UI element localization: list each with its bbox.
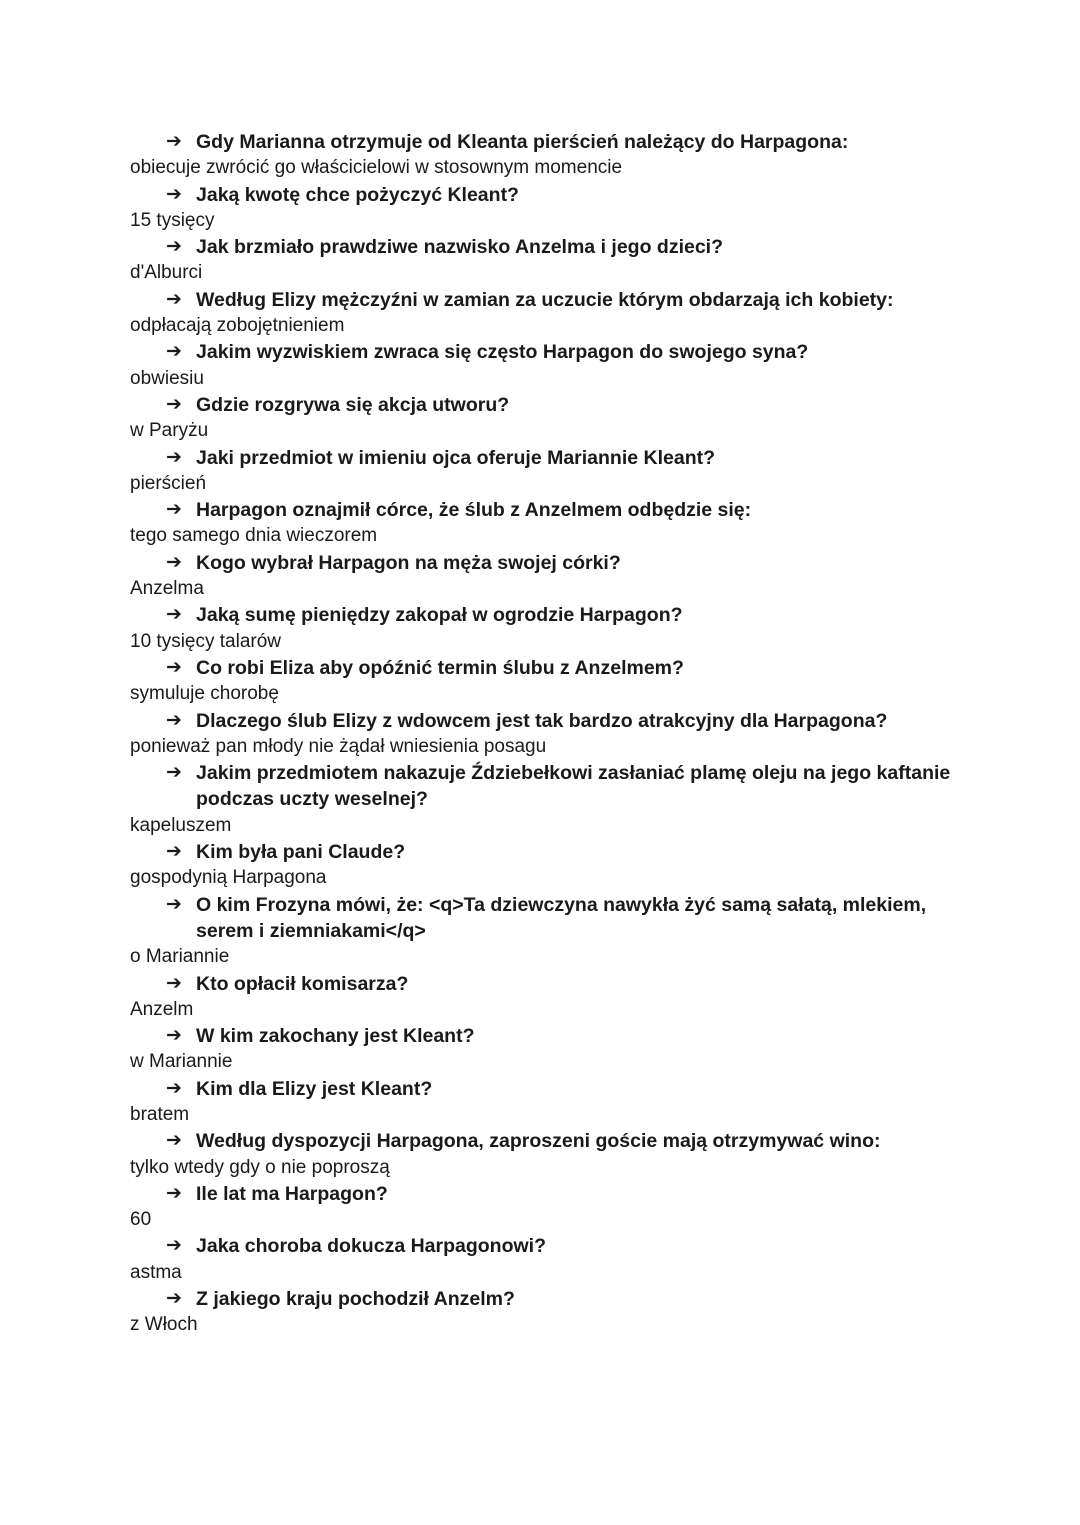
answer-text: d'Alburci xyxy=(130,262,203,284)
answer-text: obwiesiu xyxy=(130,367,204,389)
answer-text: o Mariannie xyxy=(130,946,230,968)
qa-item xyxy=(130,708,960,761)
question-label: Co robi Eliza aby opóźnić termin ślubu z Anzelmem? xyxy=(196,656,684,679)
question-text xyxy=(130,892,960,945)
arrow-bullet-icon: ➔ xyxy=(166,1182,182,1204)
question-text xyxy=(130,497,960,523)
question-text xyxy=(130,392,960,418)
question-text xyxy=(130,1023,960,1049)
answer-text: symuluje chorobę xyxy=(130,683,279,705)
qa-item xyxy=(130,129,960,182)
question-text xyxy=(130,971,960,997)
question-label: W kim zakochany jest Kleant? xyxy=(196,1025,475,1048)
question-text xyxy=(130,550,960,576)
qa-item xyxy=(130,1286,960,1339)
arrow-bullet-icon: ➔ xyxy=(166,762,182,784)
arrow-bullet-icon: ➔ xyxy=(166,131,182,152)
qa-item xyxy=(130,550,960,603)
question-label: Gdzie rozgrywa się akcja utworu? xyxy=(196,393,510,416)
answer-text: Anzelma xyxy=(130,578,204,600)
qa-item xyxy=(130,839,960,892)
qa-item xyxy=(130,339,960,392)
arrow-bullet-icon: ➔ xyxy=(166,393,182,415)
qa-item xyxy=(130,287,960,340)
answer-text: gospodynią Harpagona xyxy=(130,867,327,889)
question-label: Jakim przedmiotem nakazuje Ździebełkowi zasłaniać plamę oleju na jego kaftanie podczas uczty weselnej? xyxy=(196,762,951,811)
question-label: Kim dla Elizy jest Kleant? xyxy=(196,1077,433,1100)
question-label: Ile lat ma Harpagon? xyxy=(196,1182,388,1205)
answer-text: Anzelm xyxy=(130,998,194,1020)
answer-text: kapeluszem xyxy=(130,814,232,836)
answer-text: ponieważ pan młody nie żądał wniesienia posagu xyxy=(130,735,547,757)
arrow-bullet-icon: ➔ xyxy=(166,972,182,994)
question-label: Z jakiego kraju pochodził Anzelm? xyxy=(196,1288,515,1311)
arrow-bullet-icon: ➔ xyxy=(166,1130,182,1152)
question-text xyxy=(130,339,960,365)
question-label: Jaką kwotę chce pożyczyć Kleant? xyxy=(196,183,519,206)
answer-text: astma xyxy=(130,1261,182,1283)
question-label: Kto opłacił komisarza? xyxy=(196,972,409,995)
question-label: Kim była pani Claude? xyxy=(196,841,406,864)
qa-item xyxy=(130,445,960,498)
qa-item xyxy=(130,1023,960,1076)
arrow-bullet-icon: ➔ xyxy=(166,551,182,573)
arrow-bullet-icon: ➔ xyxy=(166,1077,182,1099)
question-text xyxy=(130,1181,960,1207)
answer-text: 60 xyxy=(130,1209,152,1231)
qa-item xyxy=(130,497,960,550)
question-text xyxy=(130,655,960,681)
question-label: Według Elizy mężczyźni w zamian za uczucie którym obdarzają ich kobiety: xyxy=(196,288,894,311)
arrow-bullet-icon: ➔ xyxy=(166,183,182,205)
question-text xyxy=(130,287,960,313)
question-label: Według dyspozycji Harpagona, zaproszeni goście mają otrzymywać wino: xyxy=(196,1130,881,1153)
arrow-bullet-icon: ➔ xyxy=(166,656,182,678)
question-text xyxy=(130,1076,960,1102)
arrow-bullet-icon: ➔ xyxy=(166,893,182,915)
qa-item xyxy=(130,1181,960,1234)
answer-text: bratem xyxy=(130,1103,190,1125)
answer-text: odpłacają zobojętnieniem xyxy=(130,315,345,337)
answer-text: pierścień xyxy=(130,472,207,494)
question-text xyxy=(130,182,960,208)
question-text xyxy=(130,445,960,471)
answer-text: 10 tysięcy talarów xyxy=(130,630,282,652)
arrow-bullet-icon: ➔ xyxy=(166,341,182,363)
answer-text: tego samego dnia wieczorem xyxy=(130,525,378,547)
arrow-bullet-icon: ➔ xyxy=(166,446,182,468)
qa-item xyxy=(130,182,960,235)
question-text xyxy=(130,839,960,865)
answer-text: z Włoch xyxy=(130,1314,198,1336)
question-text xyxy=(130,1128,960,1154)
arrow-bullet-icon: ➔ xyxy=(166,1288,182,1310)
arrow-bullet-icon: ➔ xyxy=(166,604,182,626)
qa-item xyxy=(130,1233,960,1286)
qa-item xyxy=(130,760,960,839)
arrow-bullet-icon: ➔ xyxy=(166,1025,182,1047)
qa-item xyxy=(130,655,960,708)
qa-item xyxy=(130,234,960,287)
qa-item xyxy=(130,971,960,1024)
question-label: Dlaczego ślub Elizy z wdowcem jest tak bardzo atrakcyjny dla Harpagona? xyxy=(196,709,888,732)
question-label: Gdy Marianna otrzymuje od Kleanta pierścień należący do Harpagona: xyxy=(196,131,849,153)
question-text xyxy=(130,602,960,628)
qa-item xyxy=(130,392,960,445)
arrow-bullet-icon: ➔ xyxy=(166,288,182,310)
answer-text: obiecuje zwrócić go właścicielowi w stosownym momencie xyxy=(130,157,623,179)
qa-item xyxy=(130,1128,960,1181)
qa-item xyxy=(130,1076,960,1129)
question-label: Jaką sumę pieniędzy zakopał w ogrodzie Harpagon? xyxy=(196,604,683,627)
document-body xyxy=(130,129,960,1339)
answer-text: w Paryżu xyxy=(130,420,209,442)
question-label: Jaka choroba dokucza Harpagonowi? xyxy=(196,1235,546,1258)
answer-text: 15 tysięcy xyxy=(130,209,215,231)
qa-item xyxy=(130,892,960,971)
question-text xyxy=(130,1233,960,1259)
question-label: Harpagon oznajmił córce, że ślub z Anzelmem odbędzie się: xyxy=(196,499,752,522)
arrow-bullet-icon: ➔ xyxy=(166,841,182,863)
question-text xyxy=(130,708,960,734)
question-label: Jaki przedmiot w imieniu ojca oferuje Mariannie Kleant? xyxy=(196,446,716,469)
question-text xyxy=(130,760,960,813)
question-text xyxy=(130,234,960,260)
question-label: O kim Frozyna mówi, że: <q>Ta dziewczyna nawykła żyć samą sałatą, mlekiem, serem i ziemniakami</q> xyxy=(196,893,927,942)
answer-text: tylko wtedy gdy o nie poproszą xyxy=(130,1156,390,1178)
arrow-bullet-icon: ➔ xyxy=(166,499,182,521)
question-label: Jakim wyzwiskiem zwraca się często Harpagon do swojego syna? xyxy=(196,341,809,364)
arrow-bullet-icon: ➔ xyxy=(166,1235,182,1257)
arrow-bullet-icon: ➔ xyxy=(166,236,182,258)
question-text xyxy=(130,129,960,155)
question-label: Jak brzmiało prawdziwe nazwisko Anzelma i jego dzieci? xyxy=(196,236,724,259)
answer-text: w Mariannie xyxy=(130,1051,233,1073)
question-label: Kogo wybrał Harpagon na męża swojej córki? xyxy=(196,551,621,574)
qa-item xyxy=(130,602,960,655)
question-text xyxy=(130,1286,960,1312)
arrow-bullet-icon: ➔ xyxy=(166,709,182,731)
